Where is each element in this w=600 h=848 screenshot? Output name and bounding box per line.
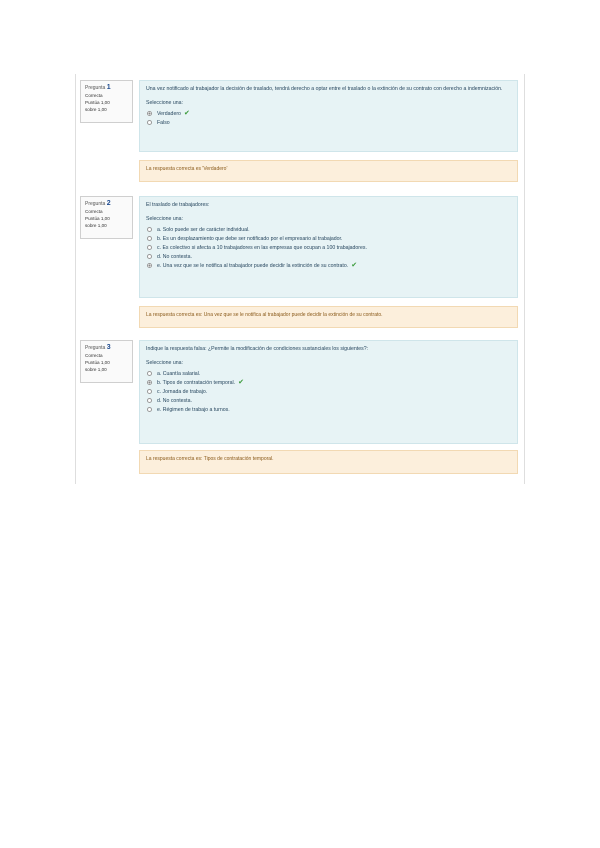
radio-button[interactable] (147, 371, 152, 376)
radio-button[interactable] (147, 389, 152, 394)
answer-option[interactable]: e. Una vez que se le notifica al trabajador puede decidir la extinción de su contrato. ✔ (146, 261, 511, 270)
radio-button[interactable] (147, 380, 152, 385)
correct-answer-feedback: La respuesta correcta es: Tipos de contratación temporal. (139, 450, 518, 474)
radio-button[interactable] (147, 245, 152, 250)
checkmark-icon: ✔ (351, 262, 358, 269)
question-state: Correcta (85, 209, 103, 214)
answer-option[interactable]: b. Tipos de contratación temporal. ✔ (146, 378, 511, 387)
question-number: Pregunta 2 (85, 200, 111, 207)
radio-button[interactable] (147, 263, 152, 268)
radio-button[interactable] (147, 407, 152, 412)
checkmark-icon: ✔ (183, 110, 190, 117)
answer-option[interactable]: c. Jornada de trabajo. (146, 387, 511, 396)
question-info (80, 340, 133, 383)
question-text: Una vez notificado al trabajador la decisión de traslado, tendrá derecho a optar entre el traslado o la extinción de su contrato con derecho a indemnización. (146, 86, 503, 92)
answer-option[interactable]: a. Solo puede ser de carácter individual. (146, 225, 511, 234)
answer-option[interactable]: Verdadero ✔ (146, 109, 511, 118)
correct-answer-feedback: La respuesta correcta es 'Verdadero' (139, 160, 518, 182)
answer-option[interactable]: d. No contesta. (146, 252, 511, 261)
answer-prompt: Seleccione una: (146, 360, 183, 366)
answer-prompt: Seleccione una: (146, 100, 183, 106)
answer-option[interactable]: b. Es un desplazamiento que debe ser notificado por el empresario al trabajador. (146, 234, 511, 243)
question-number: Pregunta 1 (85, 84, 111, 91)
radio-button[interactable] (147, 227, 152, 232)
answer-option[interactable]: e. Régimen de trabajo a turnos. (146, 405, 511, 414)
answer-option[interactable]: c. Es colectivo si afecta a 10 trabajadores en las empresas que ocupan a 100 trabajadores. (146, 243, 511, 252)
question-grade: Puntúa 1,00 sobre 1,00 (85, 100, 110, 112)
radio-button[interactable] (147, 398, 152, 403)
question-formulation (139, 80, 518, 152)
question-formulation (139, 340, 518, 444)
question-text: El traslado de trabajadores: (146, 202, 210, 208)
question-text: Indique la respuesta falsa: ¿Permite la modificación de condiciones sustanciales los siguientes?: (146, 346, 369, 352)
answer-prompt: Seleccione una: (146, 216, 183, 222)
answer-option[interactable]: a. Cuantía salarial. (146, 369, 511, 378)
question-formulation (139, 196, 518, 298)
answer-option[interactable]: Falso (146, 118, 511, 127)
question-info (80, 80, 133, 123)
question-state: Correcta (85, 353, 103, 358)
question-grade: Puntúa 1,00 sobre 1,00 (85, 216, 110, 228)
question-number: Pregunta 3 (85, 344, 111, 351)
question-grade: Puntúa 1,00 sobre 1,00 (85, 360, 110, 372)
question-info (80, 196, 133, 239)
radio-button[interactable] (147, 254, 152, 259)
correct-answer-feedback: La respuesta correcta es: Una vez que se le notifica al trabajador puede decidir la extinción de su contrato. (139, 306, 518, 328)
checkmark-icon: ✔ (238, 379, 245, 386)
answer-option[interactable]: d. No contesta. (146, 396, 511, 405)
radio-button[interactable] (147, 120, 152, 125)
radio-button[interactable] (147, 236, 152, 241)
radio-button[interactable] (147, 111, 152, 116)
question-state: Correcta (85, 93, 103, 98)
